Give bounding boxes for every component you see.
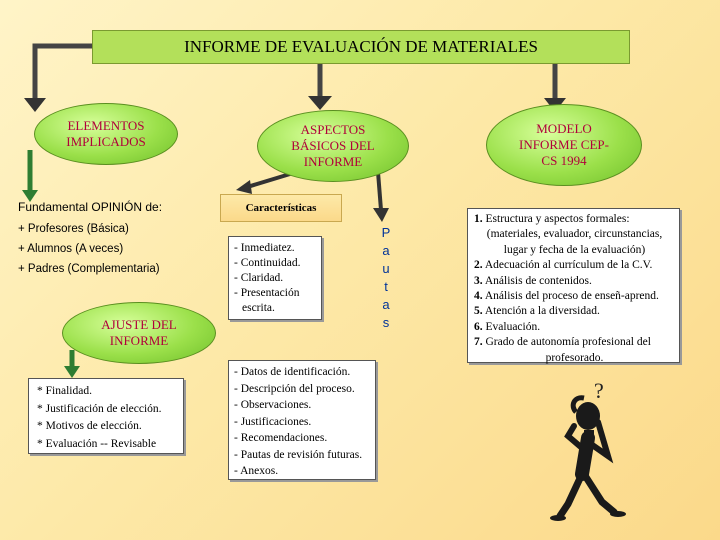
frame-line-left [35,46,92,98]
node-elementos-label: ELEMENTOS IMPLICADOS [66,118,146,149]
contenido-item: - Anexos. [234,465,279,477]
pautas-letter: a [382,297,390,312]
fundamental-heading: Fundamental OPINIÓN de: [18,200,163,214]
fundamental-item: + Profesores (Básica) [18,223,129,235]
modelo-item: 6. Evaluación. [474,320,541,333]
page-title: INFORME DE EVALUACIÓN DE MATERIALES [92,30,630,64]
pautas-vertical-label [375,224,397,332]
contenido-item: - Datos de identificación. [234,366,351,378]
modelo-item: 1. Estructura y aspectos formales: [474,213,630,225]
modelo-item: profesorado. [545,351,604,364]
pautas-letter: s [382,315,390,330]
ajuste-item: * Evaluación -- Revisable [37,437,157,450]
fundamental-item: + Alumnos (A veces) [18,243,124,255]
caracteristica-item: escrita. [242,302,275,314]
contenido-item: - Pautas de revisión futuras. [234,448,363,461]
ajuste-items-box [28,378,184,454]
fundamental-item: + Padres (Complementaria) [18,263,160,275]
arrow-aspectos [308,96,332,110]
pautas-letter: a [382,243,390,258]
node-elementos-implicados [34,103,178,165]
caracteristica-item: - Continuidad. [234,257,301,269]
arrow-caracteristicas [236,180,252,194]
contenido-items-box [228,360,376,480]
node-modelo-label: MODELO INFORME CEP-CS 1994 [519,121,609,168]
modelo-item: 3. Análisis de contenidos. [474,274,592,287]
ajuste-item: * Finalidad. [37,385,92,397]
caracteristica-item: - Inmediatez. [234,242,295,254]
caracteristica-item: - Claridad. [234,272,284,284]
ajuste-item: * Justificación de elección. [37,402,162,415]
thinking-figure-icon [548,376,658,526]
node-ajuste-informe [62,302,216,364]
caracteristica-item: - Presentación [234,287,300,299]
node-aspectos-basicos [257,110,409,182]
question-mark-icon: ? [594,378,604,403]
contenido-item: - Descripción del proceso. [234,382,355,395]
pautas-letter: t [384,279,388,294]
modelo-item: 4. Análisis del proceso de enseñ-aprend. [474,290,659,303]
modelo-item: lugar y fecha de la evaluación) [503,243,646,256]
modelo-item: 7. Grado de autonomía profesional del [474,336,651,349]
node-ajuste-label: AJUSTE DEL INFORME [101,317,177,348]
caracteristicas-box [228,236,322,320]
modelo-item: 2. Adecuación al currículum de la C.V. [474,259,653,272]
contenido-item: - Recomendaciones. [234,432,328,444]
contenido-item: - Justificaciones. [234,415,312,428]
node-modelo-informe [486,104,642,186]
pautas-letter: P [381,225,391,240]
modelo-item: (materiales, evaluador, circunstancias, [486,228,663,241]
modelo-items-box [467,208,680,363]
caracteristicas-label: Características [220,194,342,222]
arrow-elementos [24,98,46,112]
node-aspectos-label: ASPECTOS BÁSICOS DEL INFORME [291,122,375,169]
contenido-item: - Observaciones. [234,399,312,411]
pautas-letter: u [382,261,390,276]
fundamental-opinion-block [18,200,218,275]
modelo-item: 5. Atención a la diversidad. [474,305,600,318]
arrow-ajuste [64,366,80,378]
ajuste-item: * Motivos de elección. [37,420,142,432]
arrow-pautas [373,208,389,222]
